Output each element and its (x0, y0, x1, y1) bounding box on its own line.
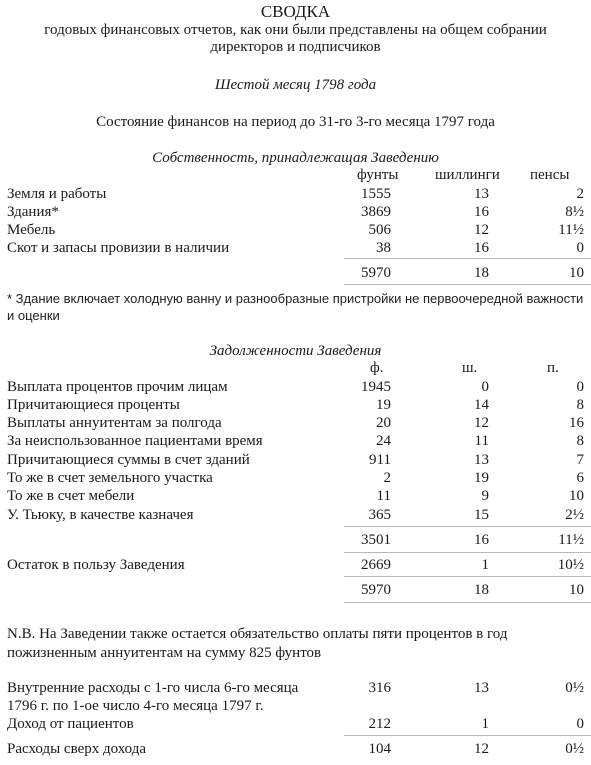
shillings-value: 13 (474, 186, 489, 202)
shillings-value: 16 (474, 240, 489, 256)
grand-total-row (0, 581, 591, 599)
debts-column-headers (0, 359, 591, 377)
excess-row (0, 740, 591, 758)
pounds-value: 19 (376, 397, 391, 413)
shillings-value: 1 (481, 557, 489, 573)
income-row (0, 715, 591, 733)
pounds-value: 2669 (361, 557, 391, 573)
pounds-total: 5970 (361, 265, 391, 281)
pence-value: 8 (576, 433, 584, 449)
row-label: Выплата процентов прочим лицам (7, 379, 228, 395)
nb-note: N.B. На Заведении также остается обязательство оплаты пяти процентов в год пожизненным аннуитентам на сумму 825 фунтов (7, 626, 508, 661)
column-shillings: ш. (462, 360, 478, 376)
property-row (0, 239, 591, 257)
row-label: Причитающиеся проценты (7, 397, 180, 413)
total-divider (344, 552, 591, 553)
column-shillings: шиллинги (435, 167, 500, 183)
shillings-total: 18 (474, 265, 489, 281)
debt-row (0, 469, 591, 487)
shillings-value: 19 (474, 470, 489, 486)
row-label: То же в счет мебели (7, 488, 135, 504)
total-divider (344, 526, 591, 527)
pounds-value: 20 (376, 415, 391, 431)
total-divider (344, 258, 591, 259)
debt-row (0, 396, 591, 414)
row-label: 1796 г. по 1-ое число 4-го месяца 1797 г. (7, 698, 264, 714)
pounds-value: 1945 (361, 379, 391, 395)
row-label: Выплаты аннуитентам за полгода (7, 415, 222, 431)
expenses-row (0, 679, 591, 697)
pounds-value: 365 (368, 507, 391, 523)
pence-value: 8 (576, 397, 584, 413)
balance-row (0, 556, 591, 574)
total-divider (344, 284, 591, 285)
column-pounds: ф. (370, 360, 384, 376)
property-footnote: * Здание включает холодную ванну и разнообразные пристройки не первоочередной важности и оценки (7, 291, 584, 323)
row-label: У. Тьюку, в качестве казначея (7, 507, 194, 523)
property-row (0, 221, 591, 239)
total-divider (344, 576, 591, 577)
pounds-value: 104 (368, 741, 391, 757)
debt-row (0, 432, 591, 450)
state-heading: Состояние финансов на период до 31-го 3-го месяца 1797 года (96, 114, 495, 130)
subtitle-line-1: годовых финансовых отчетов, как они были представлены на общем собрании (44, 22, 547, 38)
pence-total: 11½ (558, 532, 584, 548)
debt-row (0, 414, 591, 432)
pence-total: 10 (569, 265, 584, 281)
shillings-total: 18 (474, 582, 489, 598)
row-label: Причитающиеся суммы в счет зданий (7, 452, 250, 468)
debts-total-row (0, 531, 591, 549)
debts-heading: Задолженности Заведения (209, 343, 382, 359)
pounds-total: 5970 (361, 582, 391, 598)
property-row (0, 203, 591, 221)
property-row (0, 185, 591, 203)
debt-row (0, 378, 591, 396)
pence-value: 8½ (565, 204, 584, 220)
total-divider (344, 602, 591, 603)
row-label: Мебель (7, 222, 56, 238)
shillings-value: 9 (481, 488, 489, 504)
pence-value: 2½ (565, 507, 584, 523)
pence-value: 16 (569, 415, 584, 431)
shillings-total: 16 (474, 532, 489, 548)
property-total-row (0, 264, 591, 282)
shillings-value: 11 (474, 433, 489, 449)
shillings-value: 12 (474, 222, 489, 238)
pence-total: 10 (569, 582, 584, 598)
row-label: Земля и работы (7, 186, 107, 202)
row-label: Расходы сверх дохода (7, 741, 147, 757)
expenses-row-continuation (0, 697, 591, 715)
pounds-value: 11 (376, 488, 391, 504)
pounds-value: 506 (368, 222, 391, 238)
pence-value: 7 (576, 452, 584, 468)
pounds-value: 38 (376, 240, 391, 256)
pence-value: 2 (576, 186, 584, 202)
row-label: То же в счет земельного участка (7, 470, 213, 486)
property-column-headers (0, 166, 591, 184)
pounds-value: 316 (368, 680, 391, 696)
row-label: Скот и запасы провизии в наличии (7, 240, 230, 256)
shillings-value: 12 (474, 741, 489, 757)
pounds-value: 911 (369, 452, 391, 468)
pence-value: 0 (576, 716, 584, 732)
shillings-value: 15 (474, 507, 489, 523)
pounds-total: 3501 (361, 532, 391, 548)
report-date: Шестой месяц 1798 года (214, 77, 377, 93)
shillings-value: 0 (481, 379, 489, 395)
pounds-value: 2 (383, 470, 391, 486)
debt-row (0, 506, 591, 524)
shillings-value: 13 (474, 680, 489, 696)
pence-value: 0 (576, 240, 584, 256)
debt-row (0, 487, 591, 505)
column-pounds: фунты (357, 167, 399, 183)
pounds-value: 3869 (361, 204, 391, 220)
row-label: Остаток в пользу Заведения (7, 557, 185, 573)
row-label: Здания* (7, 204, 59, 220)
pence-value: 0½ (565, 680, 584, 696)
debt-row (0, 451, 591, 469)
pence-value: 6 (576, 470, 584, 486)
row-label: Доход от пациентов (7, 716, 134, 732)
row-label: Внутренние расходы с 1-го числа 6-го месяца (7, 680, 299, 696)
shillings-value: 13 (474, 452, 489, 468)
shillings-value: 16 (474, 204, 489, 220)
pounds-value: 212 (368, 716, 391, 732)
pounds-value: 24 (376, 433, 391, 449)
pence-value: 10½ (557, 557, 584, 573)
pence-value: 10 (569, 488, 584, 504)
pounds-value: 1555 (361, 186, 391, 202)
property-heading: Собственность, принадлежащая Заведению (152, 150, 439, 166)
shillings-value: 1 (481, 716, 489, 732)
shillings-value: 12 (474, 415, 489, 431)
shillings-value: 14 (474, 397, 489, 413)
pence-value: 11½ (558, 222, 584, 238)
column-pence: п. (547, 360, 559, 376)
subtitle-line-2: директоров и подписчиков (210, 39, 381, 55)
pence-value: 0 (576, 379, 584, 395)
column-pence: пенсы (530, 167, 570, 183)
document-title: СВОДКА (260, 2, 331, 21)
row-label: За неиспользованное пациентами время (7, 433, 263, 449)
total-divider (344, 735, 591, 736)
pence-value: 0½ (565, 741, 584, 757)
